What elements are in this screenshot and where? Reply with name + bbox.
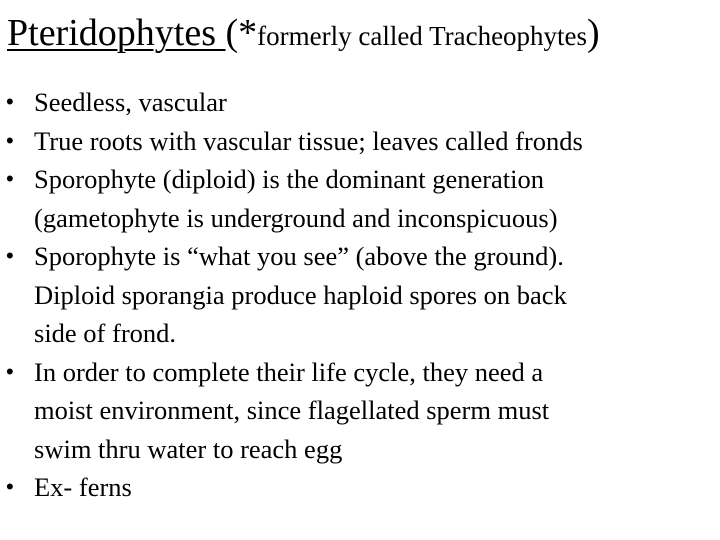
title-asterisk: * xyxy=(238,12,258,54)
bullet-text-line: Diploid sporangia produce haploid spores on back xyxy=(34,279,567,310)
bullet-text-line: side of frond. xyxy=(34,318,177,348)
bullet-dot-icon: • xyxy=(6,89,14,114)
bullet-text-line: Ex- ferns xyxy=(34,472,132,502)
bullet-dot-icon: • xyxy=(6,166,14,191)
title-paren-open: ( xyxy=(225,12,239,54)
bullet-text-line: Seedless, vascular xyxy=(34,87,227,117)
bullet-dot-icon: • xyxy=(6,474,14,499)
title-subtitle: formerly called Tracheophytes xyxy=(257,21,588,51)
bullet-item xyxy=(0,237,720,353)
bullet-text-line: True roots with vascular tissue; leaves called fronds xyxy=(34,125,583,156)
title-main: Pteridophytes xyxy=(7,12,226,54)
bullet-dot-icon: • xyxy=(6,243,14,268)
bullet-item xyxy=(0,353,720,469)
bullet-item xyxy=(0,83,720,122)
bullet-dot-icon: • xyxy=(6,127,14,153)
bullet-text-line: In order to complete their life cycle, they need a xyxy=(34,356,544,387)
bullet-text-line: moist environment, since flagellated sperm must xyxy=(34,395,550,425)
bullet-dot-icon: • xyxy=(6,358,14,384)
bullet-text-line: swim thru water to reach egg xyxy=(34,433,343,464)
bullet-text-line: Sporophyte (diploid) is the dominant generation xyxy=(34,164,545,194)
bullet-item xyxy=(0,468,720,507)
bullet-text-line: Sporophyte is “what you see” (above the ground). xyxy=(34,241,564,271)
bullet-item xyxy=(0,160,720,237)
slide-title xyxy=(7,14,717,52)
title-paren-close: ) xyxy=(587,12,600,54)
bullet-text-line: (gametophyte is underground and inconspicuous) xyxy=(34,202,558,233)
bullet-item xyxy=(0,122,720,161)
bullet-list xyxy=(0,83,720,507)
